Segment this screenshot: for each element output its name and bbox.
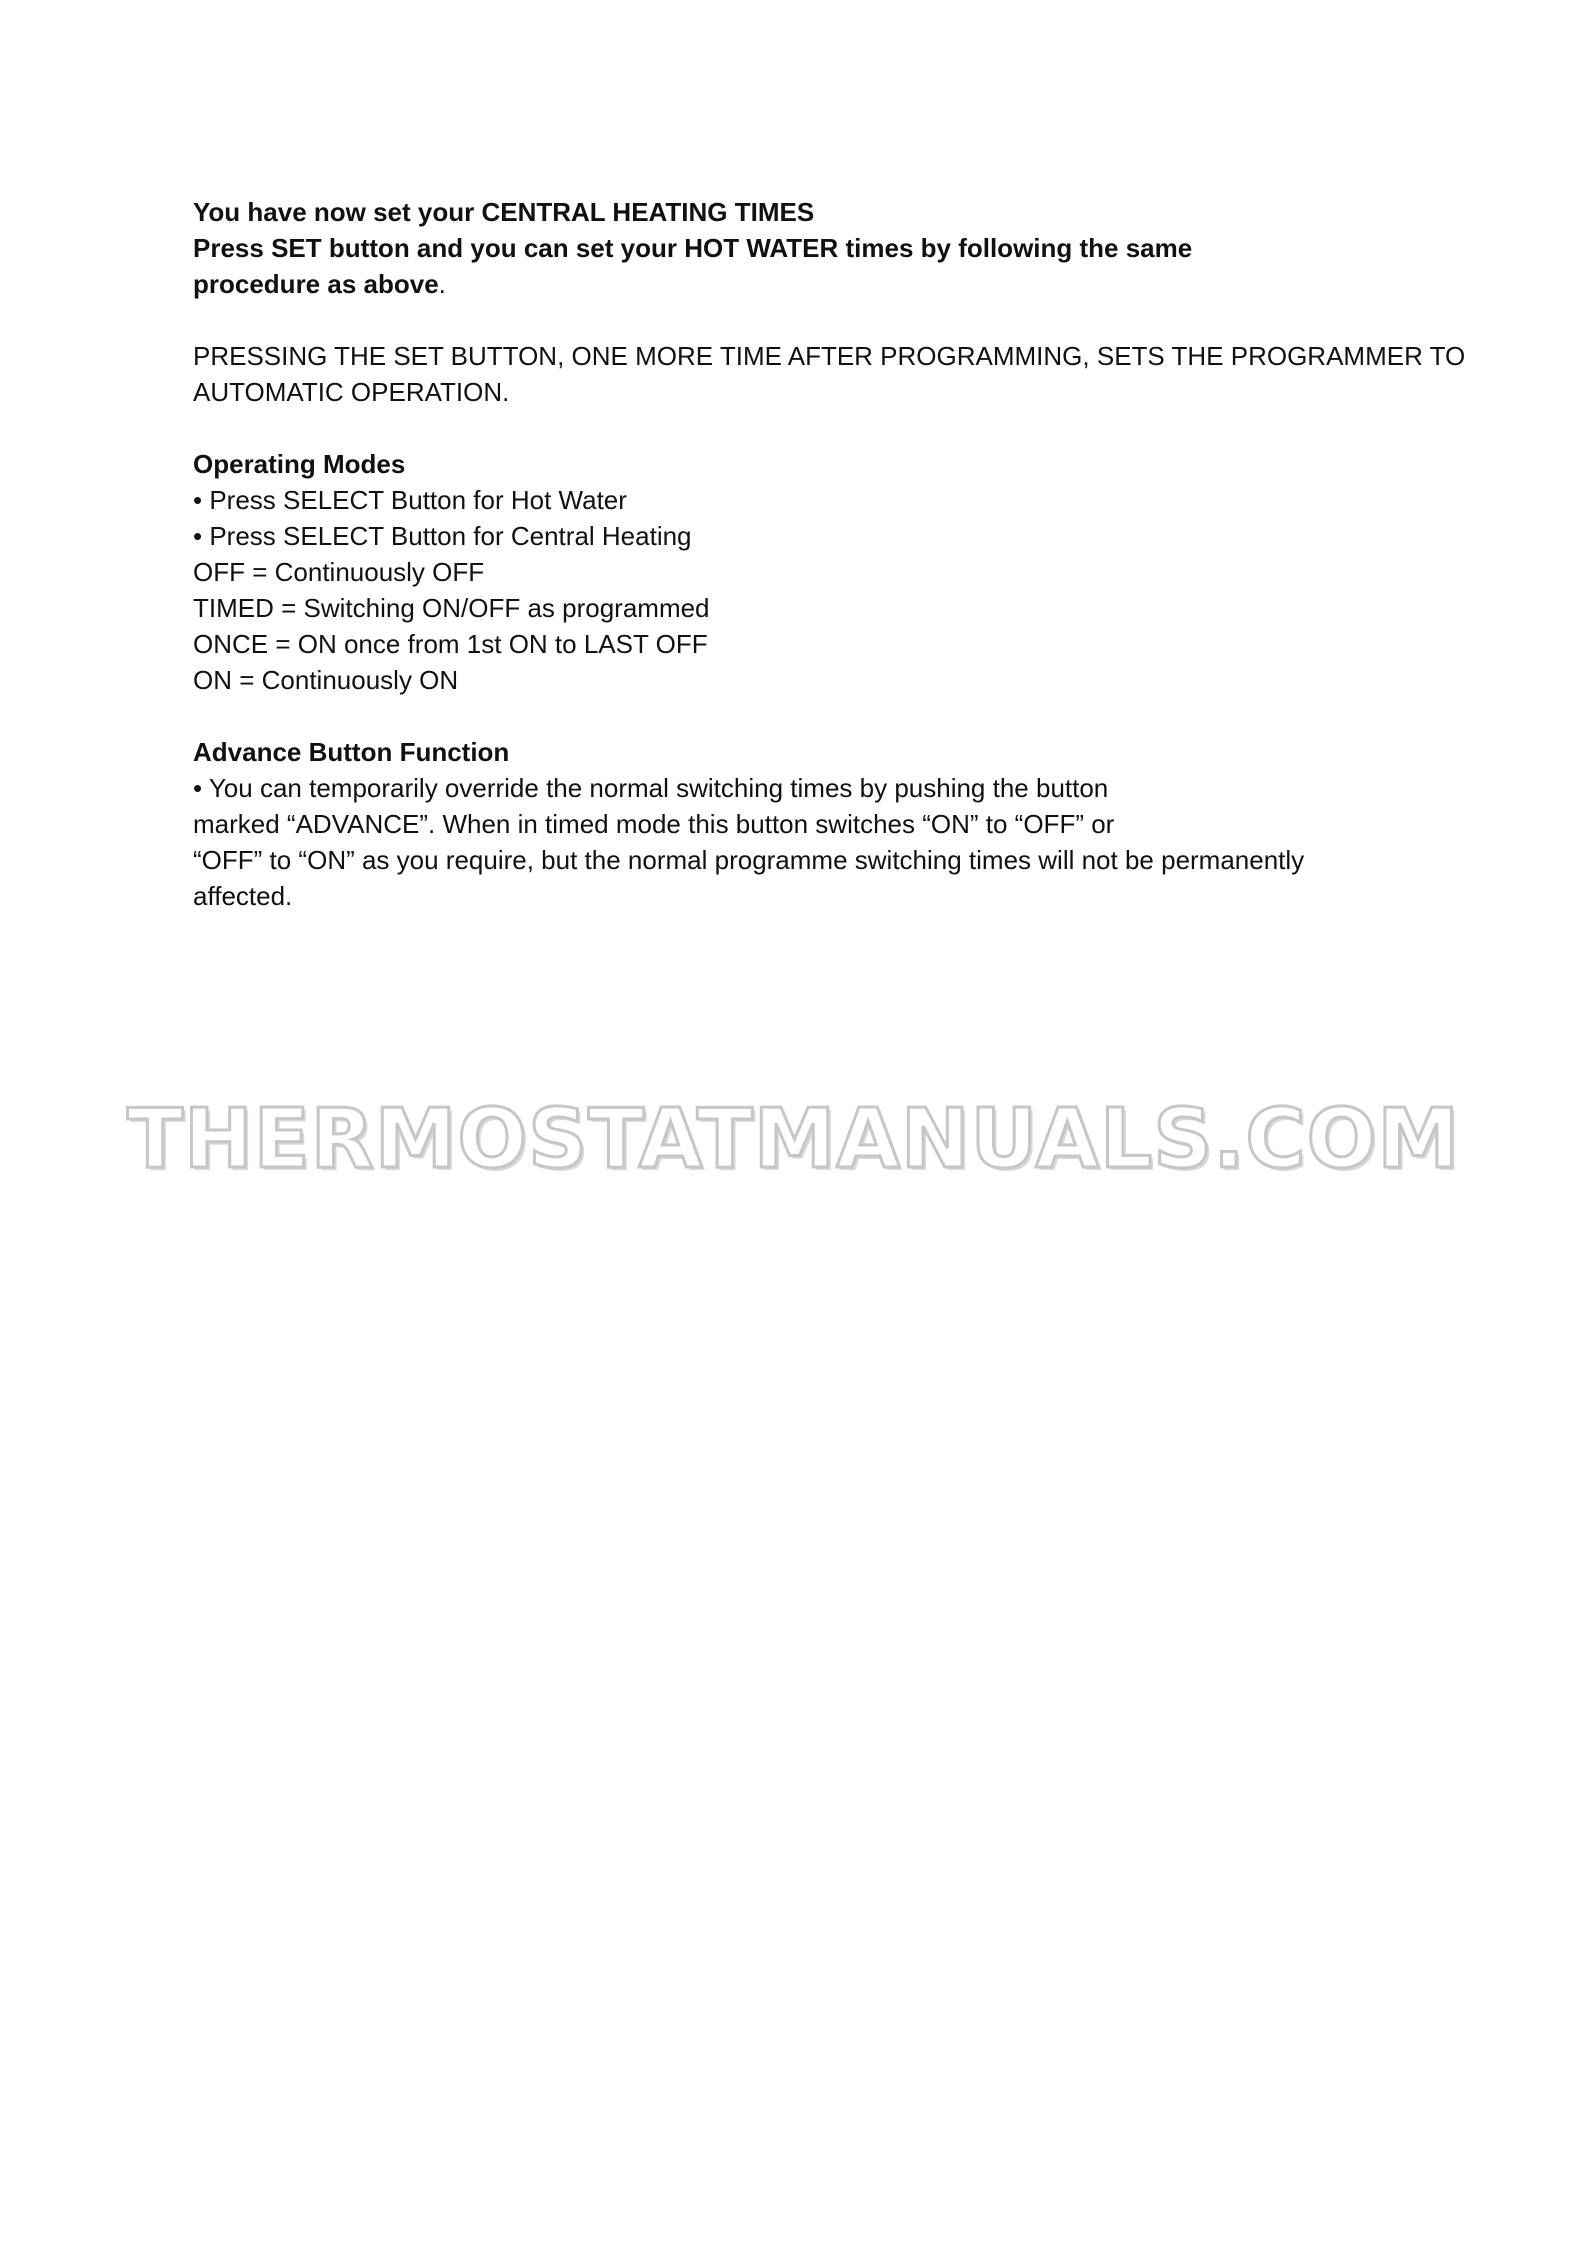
- intro-line-3-tail: .: [438, 269, 446, 299]
- operating-mode-item: ON = Continuously ON: [193, 665, 459, 695]
- spacer: [193, 302, 1423, 338]
- operating-modes-heading: Operating Modes: [193, 449, 406, 479]
- operating-mode-item: • Press SELECT Button for Central Heating: [193, 521, 692, 551]
- advance-line: affected.: [193, 881, 293, 911]
- page-content: [193, 194, 1466, 914]
- intro-line-1: You have now set your CENTRAL HEATING TIMES: [193, 197, 815, 227]
- intro-line-3: [193, 266, 1423, 302]
- advance-line: marked “ADVANCE”. When in timed mode this button switches “ON” to “OFF” or: [193, 809, 1115, 839]
- intro-line-2: Press SET button and you can set your HOT WATER times by following the same: [193, 233, 1193, 263]
- advance-line: “OFF” to “ON” as you require, but the normal programme switching times will not be permanently: [193, 845, 1305, 875]
- intro-line-3-bold: procedure as above: [193, 269, 439, 299]
- automatic-line-1: PRESSING THE SET BUTTON, ONE MORE TIME AFTER PROGRAMMING, SETS THE PROGRAMMER TO: [193, 341, 1466, 371]
- operating-mode-item: ONCE = ON once from 1st ON to LAST OFF: [193, 629, 708, 659]
- spacer: [193, 698, 1423, 734]
- advance-line: • You can temporarily override the normal switching times by pushing the button: [193, 773, 1109, 803]
- operating-mode-item: TIMED = Switching ON/OFF as programmed: [193, 593, 710, 623]
- advance-heading: Advance Button Function: [193, 737, 510, 767]
- operating-mode-item: • Press SELECT Button for Hot Water: [193, 485, 627, 515]
- spacer: [193, 410, 1423, 446]
- automatic-line-2: AUTOMATIC OPERATION.: [193, 377, 510, 407]
- watermark: THERMOSTATMANUALS.COM: [127, 1092, 1460, 1187]
- operating-mode-item: OFF = Continuously OFF: [193, 557, 485, 587]
